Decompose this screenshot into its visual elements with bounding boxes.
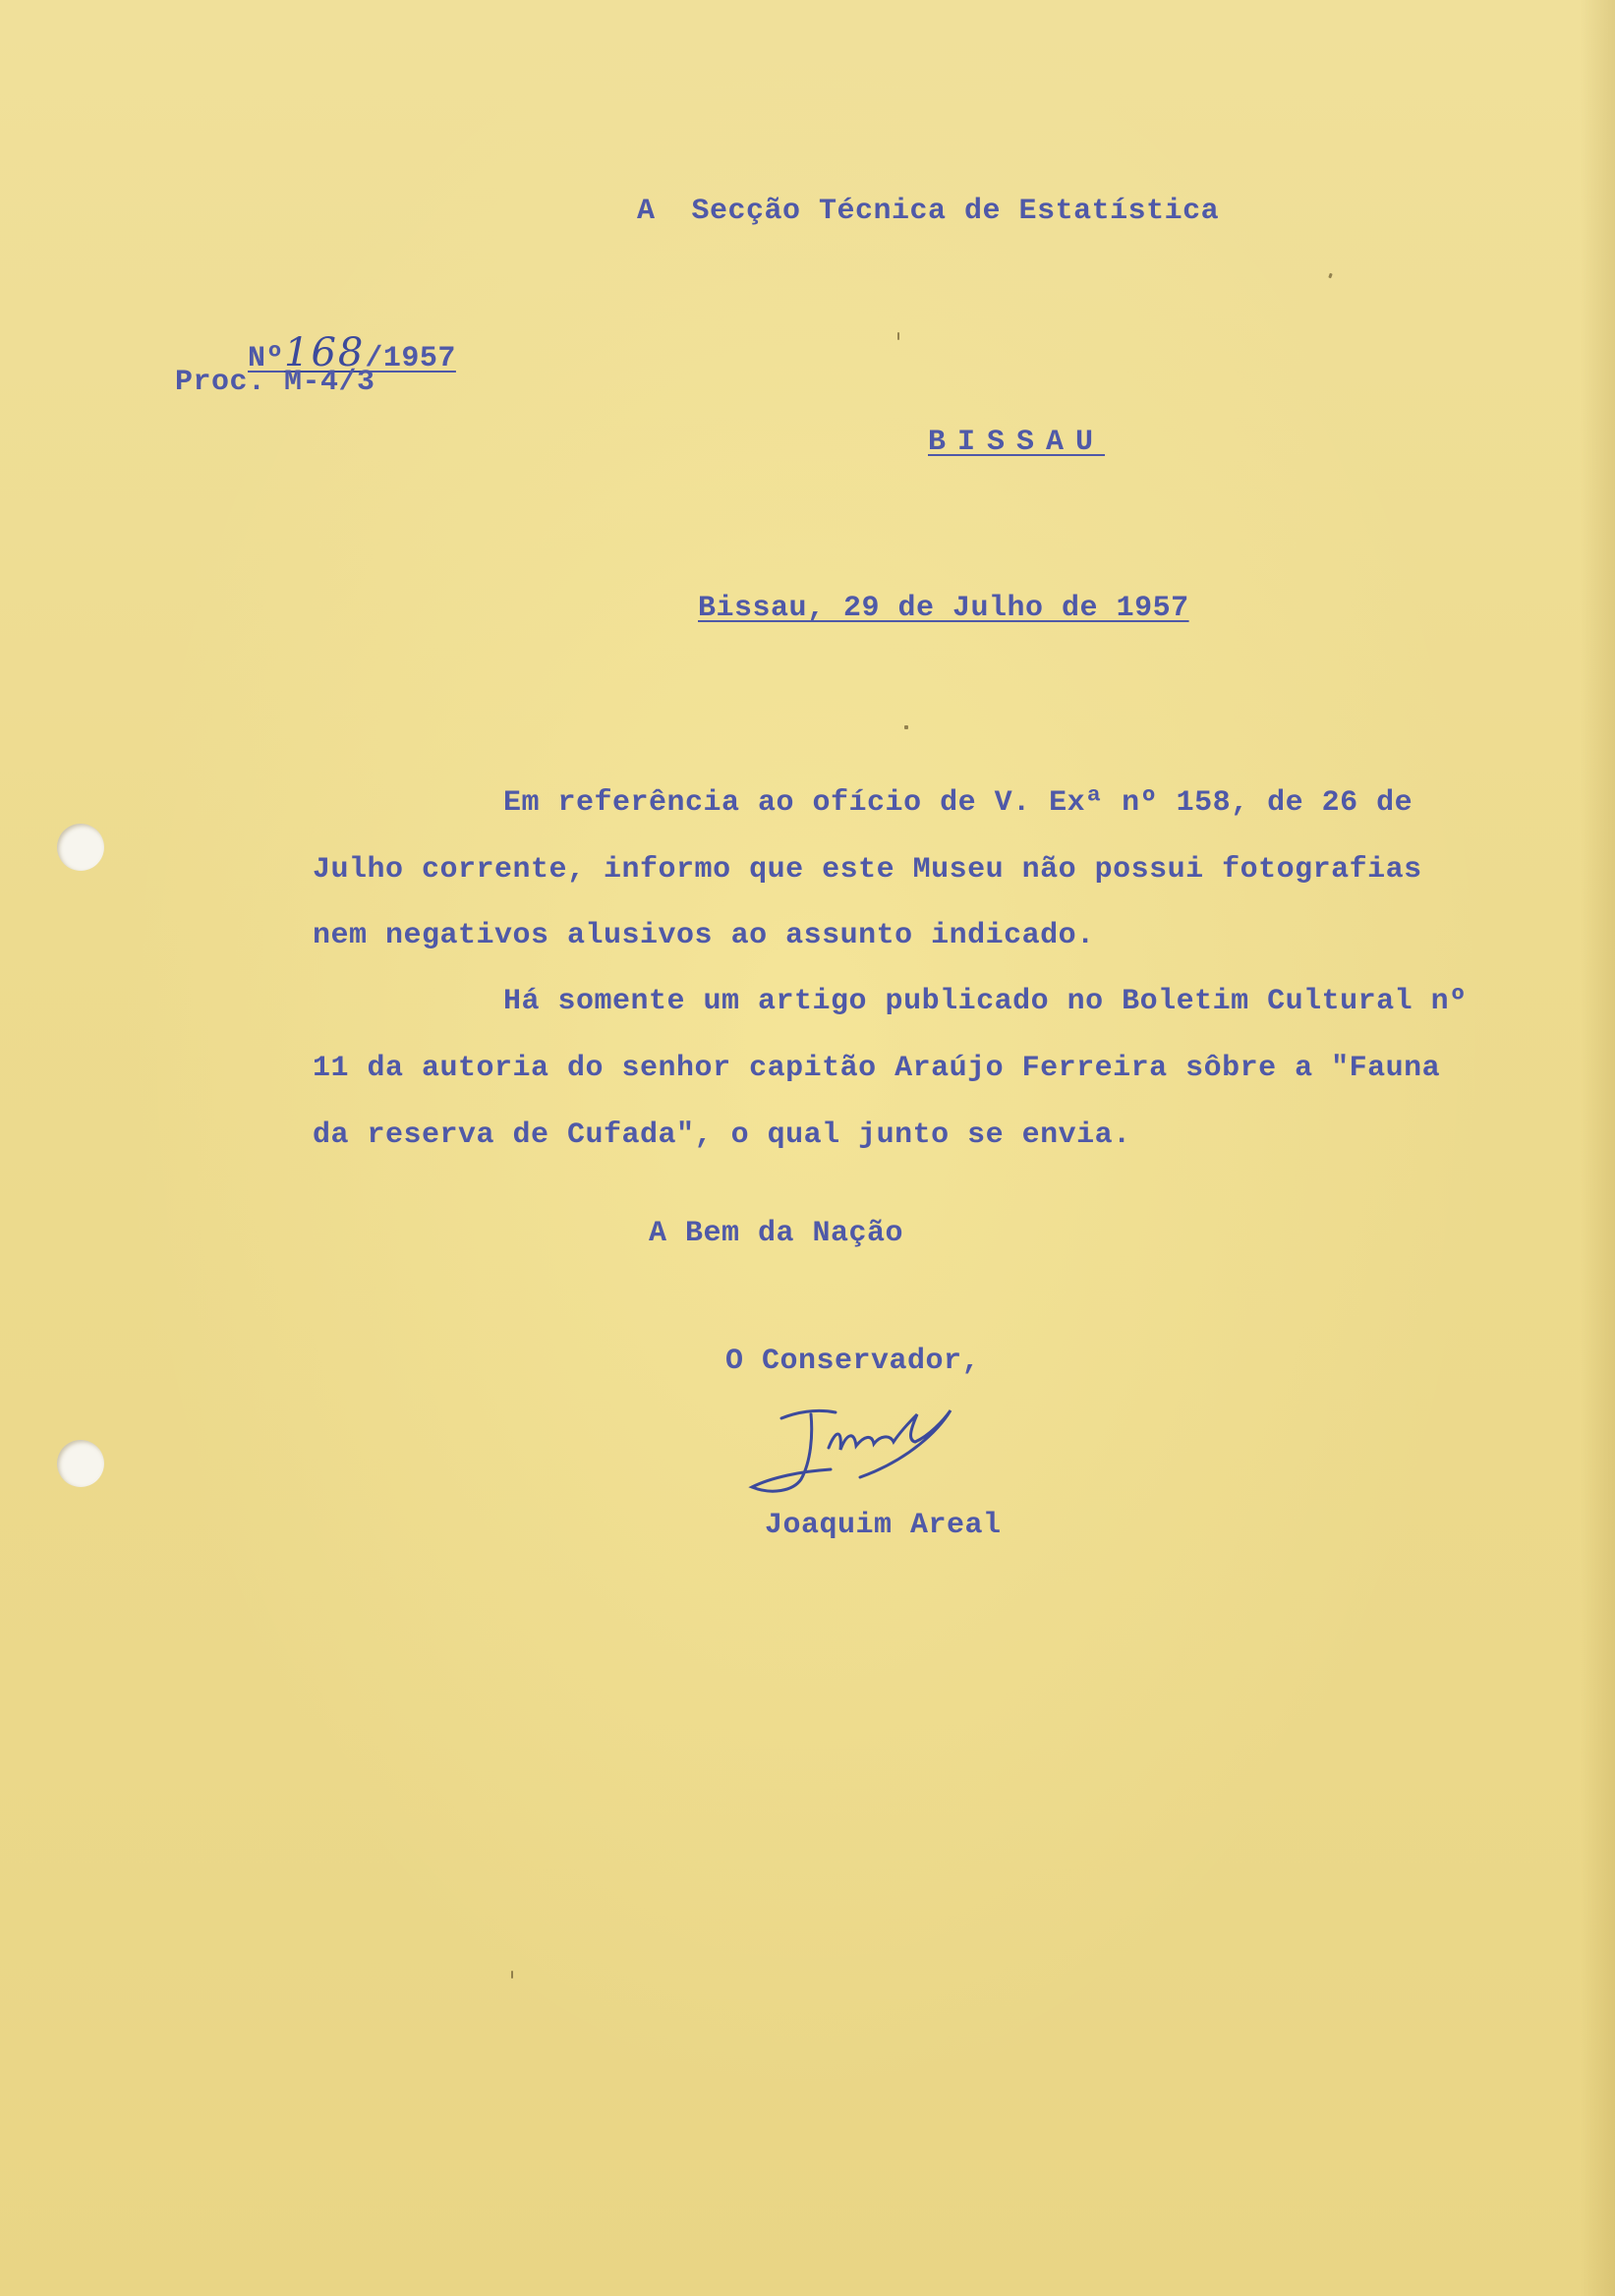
letter-date: Bissau, 29 de Julho de 1957 bbox=[698, 592, 1189, 625]
closing-salutation: A Bem da Nação bbox=[649, 1217, 904, 1250]
body-line: da reserva de Cufada", o qual junto se envia. bbox=[313, 1119, 1131, 1152]
punch-hole-bottom bbox=[57, 1440, 104, 1487]
signer-name: Joaquim Areal bbox=[765, 1509, 1002, 1542]
body-line: Julho corrente, informo que este Museu não possui fotografias bbox=[313, 853, 1422, 887]
body-line: Em referência ao ofício de V. Exª nº 158, de 26 de bbox=[503, 786, 1413, 820]
process-number: Proc. M-4/3 bbox=[175, 366, 375, 399]
body-line: 11 da autoria do senhor capitão Araújo Ferreira sôbre a "Fauna bbox=[313, 1052, 1441, 1085]
body-line: nem negativos alusivos ao assunto indicado. bbox=[313, 919, 1095, 952]
body-line: Há somente um artigo publicado no Boletim Cultural nº bbox=[503, 985, 1468, 1018]
paper-speck bbox=[511, 1971, 513, 1979]
paper-speck bbox=[1328, 273, 1333, 279]
page-edge-shadow bbox=[1580, 0, 1615, 2296]
city-heading: BISSAU bbox=[928, 426, 1106, 459]
signature-scribble bbox=[742, 1401, 998, 1509]
reference-year: /1957 bbox=[365, 342, 456, 375]
reference-handwritten-number: 168 bbox=[284, 330, 366, 375]
reference-prefix: Nº bbox=[248, 342, 285, 375]
addressee: A Secção Técnica de Estatística bbox=[637, 195, 1220, 228]
paper-speck bbox=[897, 332, 899, 340]
punch-hole-top bbox=[57, 824, 104, 871]
paper-speck bbox=[904, 725, 908, 729]
signer-title: O Conservador, bbox=[725, 1345, 981, 1378]
